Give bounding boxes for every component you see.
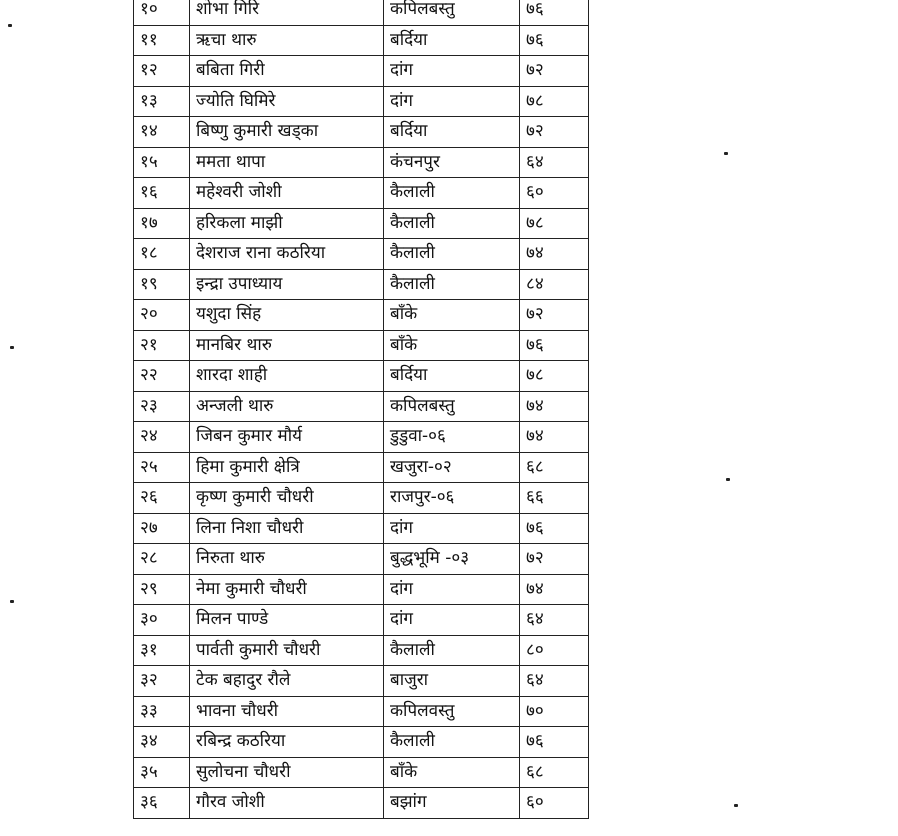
table-row [134,452,589,483]
name-cell: गौरव जोशी [190,788,384,819]
name-cell: ममता थापा [190,147,384,178]
score-cell: ७४ [520,391,589,422]
name-cell: मिलन पाण्डे [190,605,384,636]
serial-number-cell: २३ [134,391,190,422]
table-row [134,300,589,331]
name-cell: देशराज राना कठरिया [190,239,384,270]
serial-number-cell: २१ [134,330,190,361]
table-row [134,0,589,25]
table-row [134,178,589,209]
name-cell: हिमा कुमारी क्षेत्रि [190,452,384,483]
score-cell: ८४ [520,269,589,300]
table-row [134,330,589,361]
district-cell: कंचनपुर [384,147,520,178]
name-cell: मानबिर थारु [190,330,384,361]
score-cell: ७८ [520,86,589,117]
serial-number-cell: १२ [134,56,190,87]
name-cell: रबिन्द्र कठरिया [190,727,384,758]
district-cell: कैलाली [384,178,520,209]
score-cell: ७४ [520,422,589,453]
table-row [134,422,589,453]
table-row [134,239,589,270]
district-cell: बुद्धभूमि -०३ [384,544,520,575]
score-cell: ६० [520,178,589,209]
table-row [134,86,589,117]
score-cell: ७६ [520,513,589,544]
district-cell: कैलाली [384,727,520,758]
scan-speck [10,600,14,603]
district-cell: कपिलवस्तु [384,696,520,727]
score-cell: ७० [520,696,589,727]
table-row [134,696,589,727]
name-cell: हरिकला माझी [190,208,384,239]
district-cell: कपिलबस्तु [384,0,520,25]
name-cell: अन्जली थारु [190,391,384,422]
serial-number-cell: ३६ [134,788,190,819]
district-cell: बझांग [384,788,520,819]
table-row [134,483,589,514]
serial-number-cell: ३४ [134,727,190,758]
table-row [134,727,589,758]
district-cell: दांग [384,86,520,117]
score-cell: ६४ [520,666,589,697]
district-cell: दांग [384,605,520,636]
score-cell: ७२ [520,544,589,575]
name-cell: इन्द्रा उपाध्याय [190,269,384,300]
score-cell: ६४ [520,147,589,178]
district-cell: डुडुवा-०६ [384,422,520,453]
district-cell: बाँके [384,300,520,331]
table-row [134,25,589,56]
serial-number-cell: ३२ [134,666,190,697]
score-cell: ७६ [520,0,589,25]
serial-number-cell: ३१ [134,635,190,666]
name-cell: ज्योति घिमिरे [190,86,384,117]
serial-number-cell: २८ [134,544,190,575]
score-cell: ६६ [520,483,589,514]
table-row [134,147,589,178]
score-cell: ७६ [520,25,589,56]
name-cell: महेश्वरी जोशी [190,178,384,209]
name-cell: शोभा गिरि [190,0,384,25]
serial-number-cell: १४ [134,117,190,148]
serial-number-cell: १५ [134,147,190,178]
name-cell: यशुदा सिंह [190,300,384,331]
score-cell: ८० [520,635,589,666]
score-cell: ६० [520,788,589,819]
district-cell: बाँके [384,330,520,361]
name-cell: निरुता थारु [190,544,384,575]
serial-number-cell: ३० [134,605,190,636]
score-cell: ७६ [520,330,589,361]
serial-number-cell: २९ [134,574,190,605]
district-cell: बाँके [384,757,520,788]
district-cell: बर्दिया [384,25,520,56]
table-row [134,513,589,544]
name-cell: नेमा कुमारी चौधरी [190,574,384,605]
table-row [134,361,589,392]
score-cell: ७६ [520,727,589,758]
name-cell: सुलोचना चौधरी [190,757,384,788]
district-cell: दांग [384,513,520,544]
name-cell: बबिता गिरी [190,56,384,87]
score-cell: ७२ [520,117,589,148]
district-cell: कैलाली [384,208,520,239]
name-cell: शारदा शाही [190,361,384,392]
serial-number-cell: २० [134,300,190,331]
district-cell: खजुरा-०२ [384,452,520,483]
score-cell: ६८ [520,757,589,788]
scan-speck [8,24,12,27]
name-cell: पार्वती कुमारी चौधरी [190,635,384,666]
district-cell: बर्दिया [384,117,520,148]
score-cell: ७४ [520,574,589,605]
serial-number-cell: २२ [134,361,190,392]
score-cell: ७२ [520,56,589,87]
district-cell: बर्दिया [384,361,520,392]
score-cell: ६४ [520,605,589,636]
serial-number-cell: १७ [134,208,190,239]
district-cell: कैलाली [384,239,520,270]
table-row [134,391,589,422]
table-row [134,788,589,819]
table-row [134,666,589,697]
district-cell: बाजुरा [384,666,520,697]
serial-number-cell: १८ [134,239,190,270]
serial-number-cell: १६ [134,178,190,209]
serial-number-cell: १९ [134,269,190,300]
name-cell: भावना चौधरी [190,696,384,727]
scan-speck [10,346,14,349]
score-cell: ७२ [520,300,589,331]
name-cell: ऋचा थारु [190,25,384,56]
table-row [134,757,589,788]
serial-number-cell: २६ [134,483,190,514]
serial-number-cell: २५ [134,452,190,483]
score-cell: ७४ [520,239,589,270]
name-cell: लिना निशा चौधरी [190,513,384,544]
score-cell: ७८ [520,361,589,392]
roster-table [133,0,589,819]
roster-table-body [134,0,589,818]
table-row [134,269,589,300]
table-row [134,208,589,239]
district-cell: कैलाली [384,635,520,666]
name-cell: टेक बहादुर रौले [190,666,384,697]
scan-speck [724,152,728,155]
table-row [134,574,589,605]
name-cell: जिबन कुमार मौर्य [190,422,384,453]
serial-number-cell: ११ [134,25,190,56]
district-cell: दांग [384,56,520,87]
name-cell: बिष्णु कुमारी खड्का [190,117,384,148]
serial-number-cell: २७ [134,513,190,544]
table-row [134,56,589,87]
serial-number-cell: २४ [134,422,190,453]
scan-speck [734,804,738,807]
serial-number-cell: १० [134,0,190,25]
scan-speck [726,478,730,481]
table-row [134,117,589,148]
table-row [134,605,589,636]
score-cell: ६८ [520,452,589,483]
district-cell: राजपुर-०६ [384,483,520,514]
serial-number-cell: ३३ [134,696,190,727]
serial-number-cell: १३ [134,86,190,117]
district-cell: कैलाली [384,269,520,300]
serial-number-cell: ३५ [134,757,190,788]
table-row [134,544,589,575]
table-row [134,635,589,666]
district-cell: दांग [384,574,520,605]
score-cell: ७८ [520,208,589,239]
name-cell: कृष्ण कुमारी चौधरी [190,483,384,514]
district-cell: कपिलबस्तु [384,391,520,422]
